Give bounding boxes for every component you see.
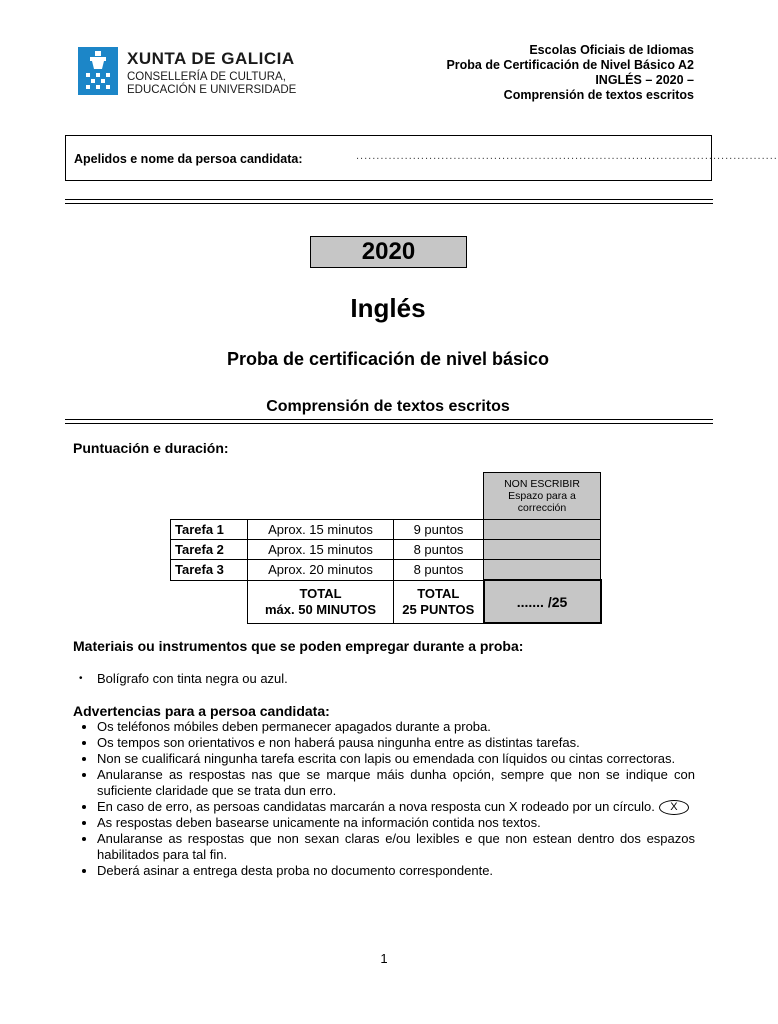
candidate-name-field[interactable]: ........................................................................................................ — [356, 150, 778, 162]
table-total-row — [171, 580, 601, 623]
task-name: Tarefa 3 — [171, 560, 248, 581]
candidate-name-label: Apelidos e nome da persoa candidata: — [74, 152, 303, 166]
correction-header-line-3: corrección — [517, 502, 567, 514]
header-line-1: Escolas Oficiais de Idiomas — [529, 43, 694, 57]
total-time-line-2: máx. 50 MINUTOS — [264, 601, 377, 617]
list-item: • Os teléfonos móbiles deben permanecer apagados durante a proba. — [97, 719, 695, 735]
table-row — [171, 520, 601, 540]
materials-heading: Materiais ou instrumentos que se poden empregar durante a proba: — [73, 638, 524, 654]
header-line-2: Proba de Certificación de Nivel Básico A2 — [446, 58, 694, 72]
logo-subtitle — [127, 71, 296, 97]
scoring-heading: Puntuación e duración: — [73, 440, 229, 456]
logo-subtitle-line-2: EDUCACIÓN E UNIVERSIDADE — [127, 84, 297, 96]
warnings-list — [73, 719, 695, 879]
divider-title — [65, 419, 713, 424]
exam-language-title: Inglés — [350, 293, 426, 323]
task-time: Aprox. 15 minutos — [248, 520, 394, 540]
header-line-4: Comprensión de textos escritos — [503, 88, 694, 102]
task-time: Aprox. 15 minutos — [248, 540, 394, 560]
xunta-logo — [78, 47, 318, 97]
circled-x-icon: X — [659, 800, 689, 815]
table-row — [171, 560, 601, 581]
logo-subtitle-line-1: CONSELLERÍA DE CULTURA, — [127, 71, 286, 83]
materials-list — [73, 671, 695, 687]
task-points: 8 puntos — [394, 560, 484, 581]
header-line-3: INGLÉS – 2020 – — [595, 73, 694, 87]
error-instruction-text: En caso de erro, as persoas candidatas marcarán a nova resposta cun X rodeado por un círculo. — [97, 799, 655, 814]
task-time: Aprox. 20 minutos — [248, 560, 394, 581]
scoring-table — [170, 472, 602, 624]
list-item: • Anularanse as respostas nas que se marque máis dunha opción, sempre que non se indique con suficiente claridade que se trata dun erro. — [97, 767, 695, 799]
task-points: 9 puntos — [394, 520, 484, 540]
list-item: • Bolígrafo con tinta negra ou azul. — [97, 671, 695, 687]
list-item: • As respostas deben basearse unicamente na información contida nos textos. — [97, 815, 695, 831]
total-score-field: ....... /25 — [484, 580, 601, 623]
total-points — [394, 580, 484, 623]
task-points: 8 puntos — [394, 540, 484, 560]
table-header-row — [171, 473, 601, 520]
task-name: Tarefa 2 — [171, 540, 248, 560]
exam-header-info — [446, 43, 694, 103]
table-row — [171, 540, 601, 560]
list-item — [97, 799, 695, 815]
divider-top — [65, 199, 713, 204]
warnings-heading: Advertencias para a persoa candidata: — [73, 703, 330, 719]
list-item: • Non se cualificará ningunha tarefa escrita con lapis ou emendada con líquidos ou cintas correctoras. — [97, 751, 695, 767]
correction-header-line-2: Espazo para a — [508, 490, 576, 502]
list-item: • Os tempos son orientativos e non haberá pausa ningunha entre as distintas tarefas. — [97, 735, 695, 751]
exam-year: 2020 — [310, 236, 467, 268]
task-name: Tarefa 1 — [171, 520, 248, 540]
total-points-line-1: TOTAL — [417, 585, 460, 601]
correction-cell — [484, 560, 601, 581]
total-points-line-2: 25 PUNTOS — [402, 601, 475, 617]
list-item: • Deberá asinar a entrega desta proba no documento correspondente. — [97, 863, 695, 879]
galicia-shield-icon — [78, 47, 118, 95]
exam-subtitle: Proba de certificación de nivel básico — [226, 349, 550, 369]
logo-title: XUNTA DE GALICIA — [127, 49, 295, 68]
correction-cell — [484, 520, 601, 540]
total-time-line-1: TOTAL — [299, 585, 342, 601]
exam-section-title: Comprensión de textos escritos — [266, 398, 510, 415]
candidate-name-box[interactable] — [65, 135, 778, 181]
total-time — [248, 580, 394, 623]
correction-cell — [484, 540, 601, 560]
correction-header-line-1: NON ESCRIBIR — [504, 478, 580, 490]
page-number: 1 — [380, 951, 388, 966]
correction-space-header — [484, 473, 601, 520]
list-item: • Anularanse as respostas que non sexan claras e/ou lexibles e que non estean dentro dos espazos habilitados para tal fin. — [97, 831, 695, 863]
